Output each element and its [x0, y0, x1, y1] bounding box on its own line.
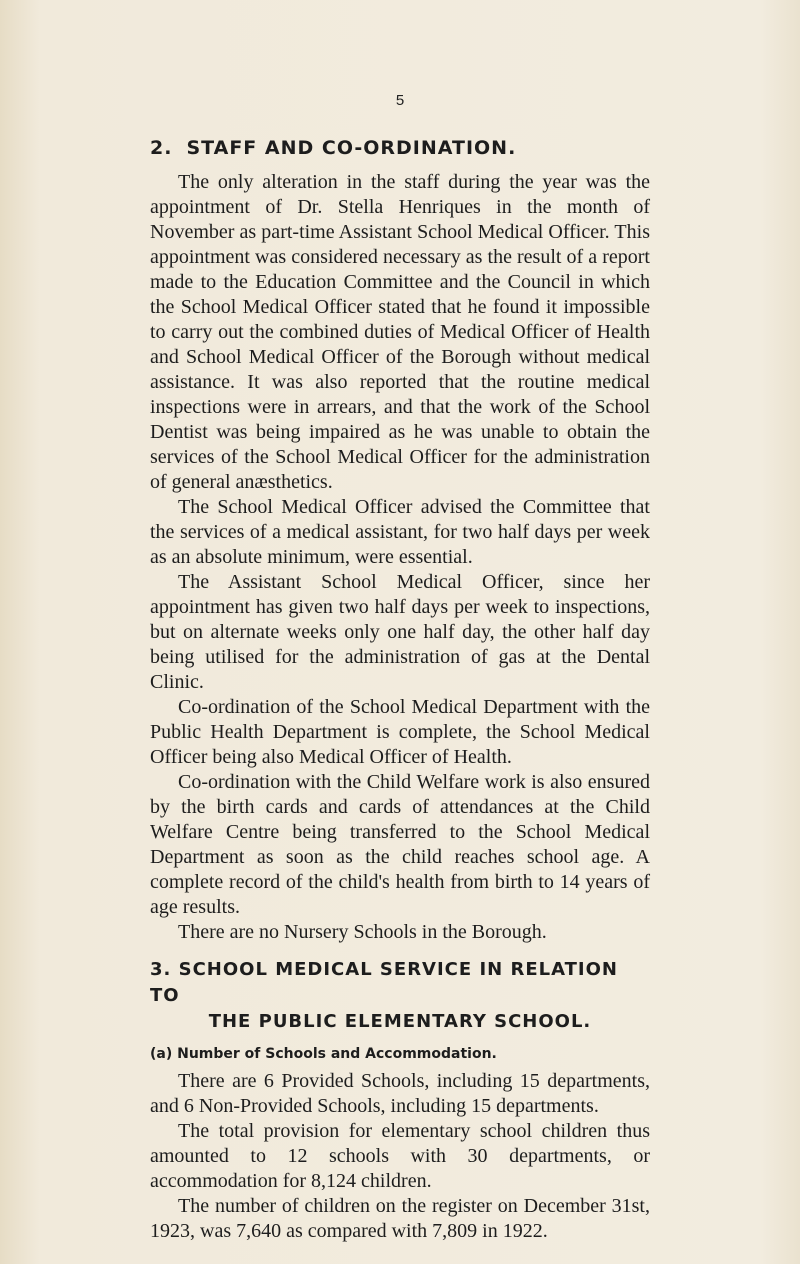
paragraph: There are no Nursery Schools in the Borough. — [178, 921, 547, 943]
paragraph: The Assistant School Medical Officer, since her appointment has given two half days per week to inspections, but on alternate weeks only one half day, the other half day being utilised for the administration of gas at the Dental Clinic. — [150, 571, 650, 693]
section-3-heading-line-2: THE PUBLIC ELEMENTARY SCHOOL. — [208, 1011, 592, 1032]
paragraph: Co-ordination with the Child Welfare work is also ensured by the birth cards and cards of attendances at the Child Welfare Centre being transferred to the School Medical Department as soon as the child reaches school age. A complete record of the child's health from birth to 14 years of age results. — [150, 771, 650, 918]
subsection-a-heading: (a) Number of Schools and Accommodation. — [150, 1046, 497, 1062]
paragraph: The only alteration in the staff during the year was the appointment of Dr. Stella Henriques in the month of November as part-time Assistant School Medical Officer. This appointment was considered necessary as the result of a report made to the Education Committee and the Council in which the School Medical Officer stated that he found it impossible to carry out the combined duties of Medical Officer of Health and School Medical Officer of the Borough without medical assistance. It was also reported that the routine medical inspections were in arrears, and that the work of the School Dentist was being impaired as he was unable to obtain the services of the School Medical Officer for the administration of general anæsthetics. — [150, 171, 650, 493]
paragraph: The number of children on the register on December 31st, 1923, was 7,640 as compared with 7,809 in 1922. — [150, 1195, 650, 1242]
section-2-title: STAFF AND CO-ORDINATION. — [186, 137, 517, 159]
section-2-heading — [150, 136, 650, 160]
paragraph: The total provision for elementary school children thus amounted to 12 schools with 30 departments, or accommodation for 8,124 children. — [150, 1120, 650, 1192]
section-3-heading-line-1: 3. SCHOOL MEDICAL SERVICE IN RELATION TO — [150, 959, 618, 1006]
paragraph: Co-ordination of the School Medical Department with the Public Health Department is complete, the School Medical Officer being also Medical Officer of Health. — [150, 696, 650, 768]
section-2-number: 2. — [150, 137, 173, 159]
page-number: 5 — [395, 92, 405, 109]
body-text — [150, 122, 650, 1244]
paragraph: There are 6 Provided Schools, including 15 departments, and 6 Non-Provided Schools, including 15 departments. — [150, 1070, 650, 1117]
paragraph: The School Medical Officer advised the Committee that the services of a medical assistant, for two half days per week as an absolute minimum, were essential. — [150, 496, 650, 568]
